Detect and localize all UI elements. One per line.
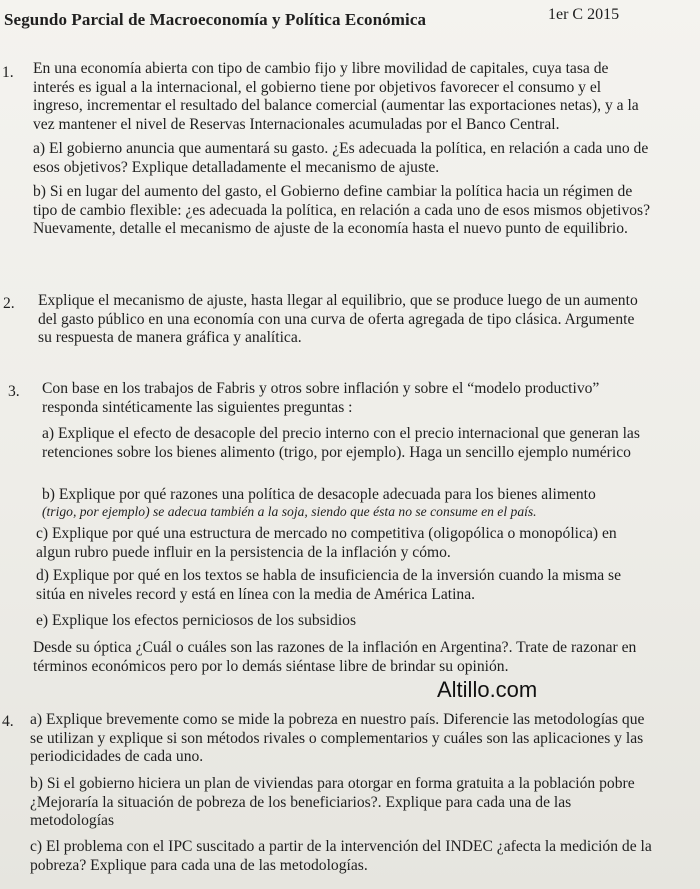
question-4-part-c: c) El problema con el IPC suscitado a partir de la intervención del INDEC ¿afecta la medición de la pobreza? Explique para cada una de las metodologías. [30, 838, 652, 874]
question-4-number: 4. [2, 713, 14, 730]
question-1-part-b: b) Si en lugar del aumento del gasto, el Gobierno define cambiar la política hacia un régimen de tipo de cambio flexible: ¿es adecuada la política, en relación a cada uno de esos mismos objetivos? Nuevamente, detalle el mecanismo de ajuste de la economía hasta el nuevo punto de equilibrio. [33, 183, 651, 237]
question-3-part-c: c) Explique por qué una estructura de mercado no competitiva (oligopólica o monopólica) en algun rubro puede influir en la persistencia de la inflación y cómo. [36, 525, 617, 561]
question-3-number: 3. [8, 383, 20, 400]
question-3-intro: Con base en los trabajos de Fabris y otros sobre inflación y sobre el “modelo productivo” responda sintéticamente las siguientes preguntas : [42, 380, 600, 416]
exam-term: 1er C 2015 [548, 6, 620, 23]
question-3-part-b: b) Explique por qué razones una política de desacople adecuada para los bienes alimento [42, 486, 596, 503]
question-4-part-b: b) Si el gobierno hiciera un plan de viviendas para otorgar en forma gratuita a la población pobre ¿Mejoraría la situación de pobreza de los beneficiarios?. Explique para cada una de las metodologías [30, 775, 635, 829]
question-2-text: Explique el mecanismo de ajuste, hasta llegar al equilibrio, que se produce luego de un aumento del gasto público en una economía con una curva de oferta agregada de tipo clásica. Argumente su respuesta de manera gráfica y analítica. [38, 292, 638, 346]
question-3-part-d: d) Explique por qué en los textos se habla de insuficiencia de la inversión cuando la misma se sitúa en niveles record y está en línea con la media de América Latina. [36, 567, 622, 603]
question-1-intro: En una economía abierta con tipo de cambio fijo y libre movilidad de capitales, cuya tasa de interés es igual a la internacional, el gobierno tiene por objetivos favorecer el consumo y el ingreso, incrementar el resultado del balance comercial (aumentar las exportaciones netas), y a la vez mantener el nivel de Reservas Internacionales acumuladas por el Banco Central. [33, 60, 639, 133]
question-3-part-e: e) Explique los efectos perniciosos de los subsidios [36, 612, 357, 629]
question-1-part-a: a) El gobierno anuncia que aumentará su gasto. ¿Es adecuada la política, en relación a cada uno de esos objetivos? Explique detalladamente el mecanismo de ajuste. [33, 140, 649, 176]
question-3-part-b-note: (trigo, por ejemplo) se adecua también a la soja, siendo que ésta no se consume en el país. [42, 504, 537, 519]
question-1-number: 1. [2, 64, 14, 81]
question-2-number: 2. [3, 295, 15, 312]
exam-title: Segundo Parcial de Macroeconomía y Política Económica [4, 10, 427, 29]
question-4-part-a: a) Explique brevemente como se mide la pobreza en nuestro país. Diferencie las metodologías que se utilizan y explique si son métodos rivales o complementarios y cuáles son las aplicaciones y las periodicidades de cada uno. [30, 711, 645, 765]
question-3-closing: Desde su óptica ¿Cuál o cuáles son las razones de la inflación en Argentina?. Trate de razonar en términos económicos pero por lo demás siéntase libre de brindar su opinión. [33, 639, 637, 675]
watermark: Altillo.com [437, 677, 538, 702]
question-3-part-a: a) Explique el efecto de desacople del precio interno con el precio internacional que generan las retenciones sobre los bienes alimento (trigo, por ejemplo). Haga un sencillo ejemplo numérico [42, 425, 640, 461]
